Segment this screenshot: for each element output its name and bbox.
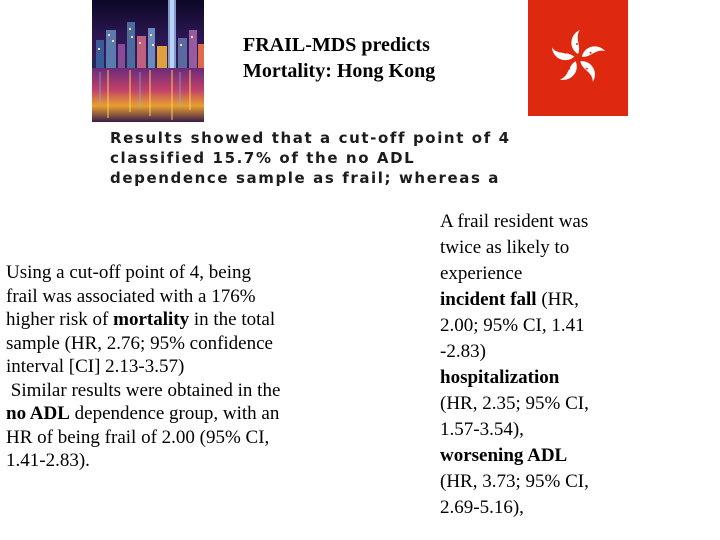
right-column-text — [440, 209, 710, 521]
right-line: A frail resident was — [440, 211, 589, 232]
title-line-2: Mortality: Hong Kong — [243, 60, 436, 82]
left-line: Using a cut-off point of 4, being — [6, 262, 252, 283]
right-line: 2.00; 95% CI, 1.41 — [440, 315, 585, 336]
worsening-adl-bold: worsening ADL — [440, 445, 568, 466]
right-line: twice as likely to — [440, 237, 570, 258]
right-line: 2.69-5.16), — [440, 497, 524, 518]
right-line: (HR, 2.35; 95% CI, — [440, 393, 589, 414]
right-line: -2.83) — [440, 341, 486, 362]
right-line: (HR, 3.73; 95% CI, — [440, 471, 589, 492]
right-line-part: (HR, — [536, 289, 579, 310]
right-line — [440, 287, 710, 313]
title-line-1: FRAIL-MDS predicts — [243, 34, 430, 56]
left-line — [6, 308, 366, 332]
hong-kong-skyline-image — [92, 0, 204, 122]
skyline-illustration — [92, 0, 204, 122]
left-line-part: in the total — [189, 309, 276, 330]
left-line: 1.41-2.83). — [6, 450, 90, 471]
mortality-bold: mortality — [113, 309, 190, 330]
quote-line-1: Results showed that a cut-off point of 4 — [110, 129, 511, 147]
hospitalization-bold: hospitalization — [440, 367, 560, 388]
left-line-part: dependence group, with an — [69, 403, 280, 424]
right-line: 1.57-3.54), — [440, 419, 524, 440]
no-adl-bold: no ADL — [6, 403, 70, 424]
slide-title — [243, 32, 523, 84]
left-line: sample (HR, 2.76; 95% confidence — [6, 332, 273, 354]
bauhinia-flag-icon — [528, 0, 628, 116]
left-line: frail was associated with a 176% — [6, 285, 256, 307]
left-column-text — [6, 261, 366, 473]
incident-fall-bold: incident fall — [440, 289, 537, 310]
left-line: interval [CI] 2.13-3.57) — [6, 356, 185, 377]
left-line: Similar results were obtained in the — [6, 379, 281, 401]
quote-line-2: classified 15.7% of the no ADL — [110, 149, 416, 167]
quote-line-3: dependence sample as frail; whereas a — [110, 169, 501, 187]
hong-kong-flag-image — [528, 0, 628, 116]
left-line-part: higher risk of — [6, 309, 114, 330]
right-line: experience — [440, 263, 523, 284]
quoted-excerpt — [110, 128, 630, 188]
left-line: HR of being frail of 2.00 (95% CI, — [6, 426, 270, 448]
left-line — [6, 402, 366, 426]
